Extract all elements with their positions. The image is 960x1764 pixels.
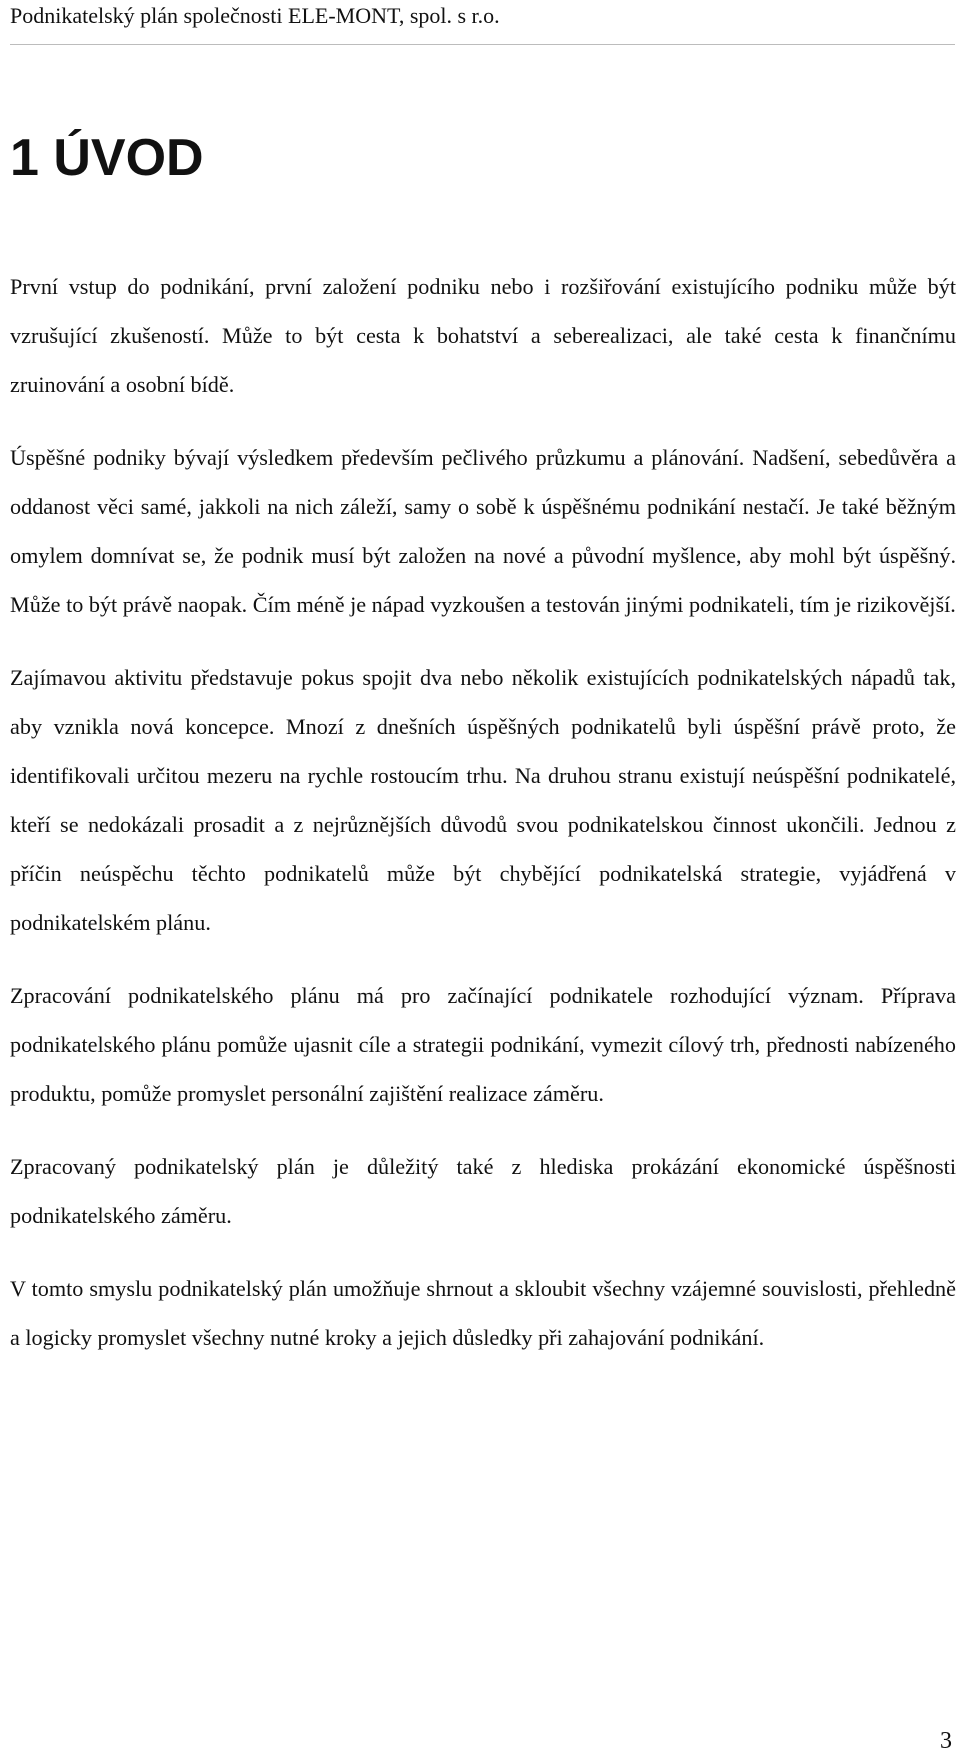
page-number: 3 — [940, 1728, 952, 1754]
paragraph-intro: První vstup do podnikání, první založení podniku nebo i rozšiřování existujícího podniku může být vzrušující zkušeností. Může to být cesta k bohatství a seberealizaci, ale také cesta k finančnímu zruinování a osobní bídě. — [10, 274, 956, 397]
paragraph-successful-businesses: Úspěšné podniky bývají výsledkem především pečlivého průzkumu a plánování. Nadšení, sebedůvěra a oddanost věci samé, jakkoli na nich záleží, samy o sobě k úspěšnému podnikání nestačí. Je také běžným omylem domnívat se, že podnik musí být založen na nové a původní myšlence, aby mohl být úspěšný. Může to být právě naopak. Čím méně je nápad vyzkoušen a testován jinými podnikateli, tím je rizikovější. — [10, 445, 956, 617]
chapter-title: 1 ÚVOD — [10, 129, 204, 187]
paragraph-plan-importance: Zpracování podnikatelského plánu má pro začínající podnikatele rozhodující význam. Příprava podnikatelského plánu pomůže ujasnit cíle a strategii podnikání, vymezit cílový trh, přednosti nabízeného produktu, pomůže promyslet personální zajištění realizace záměru. — [10, 983, 956, 1106]
paragraph-summary: V tomto smyslu podnikatelský plán umožňuje shrnout a skloubit všechny vzájemné souvislosti, přehledně a logicky promyslet všechny nutné kroky a jejich důsledky při zahajování podnikání. — [10, 1276, 956, 1350]
header-divider — [10, 44, 955, 45]
running-header: Podnikatelský plán společnosti ELE-MONT, spol. s r.o. — [10, 3, 500, 28]
body-text — [10, 262, 956, 1386]
paragraph-combining-ideas: Zajímavou aktivitu představuje pokus spojit dva nebo několik existujících podnikatelských nápadů tak, aby vznikla nová koncepce. Mnozí z dnešních úspěšných podnikatelů byli úspěšní právě proto, že identifikovali určitou mezeru na rychle rostoucím trhu. Na druhou stranu existují neúspěšní podnikatelé, kteří se nedokázali prosadit a z nejrůznějších důvodů svou podnikatelskou činnost ukončili. Jednou z příčin neúspěchu těchto podnikatelů může být chybějící podnikatelská strategie, vyjádřená v podnikatelském plánu. — [10, 665, 956, 935]
paragraph-economic-success: Zpracovaný podnikatelský plán je důležitý také z hlediska prokázání ekonomické úspěšnosti podnikatelského záměru. — [10, 1154, 956, 1228]
